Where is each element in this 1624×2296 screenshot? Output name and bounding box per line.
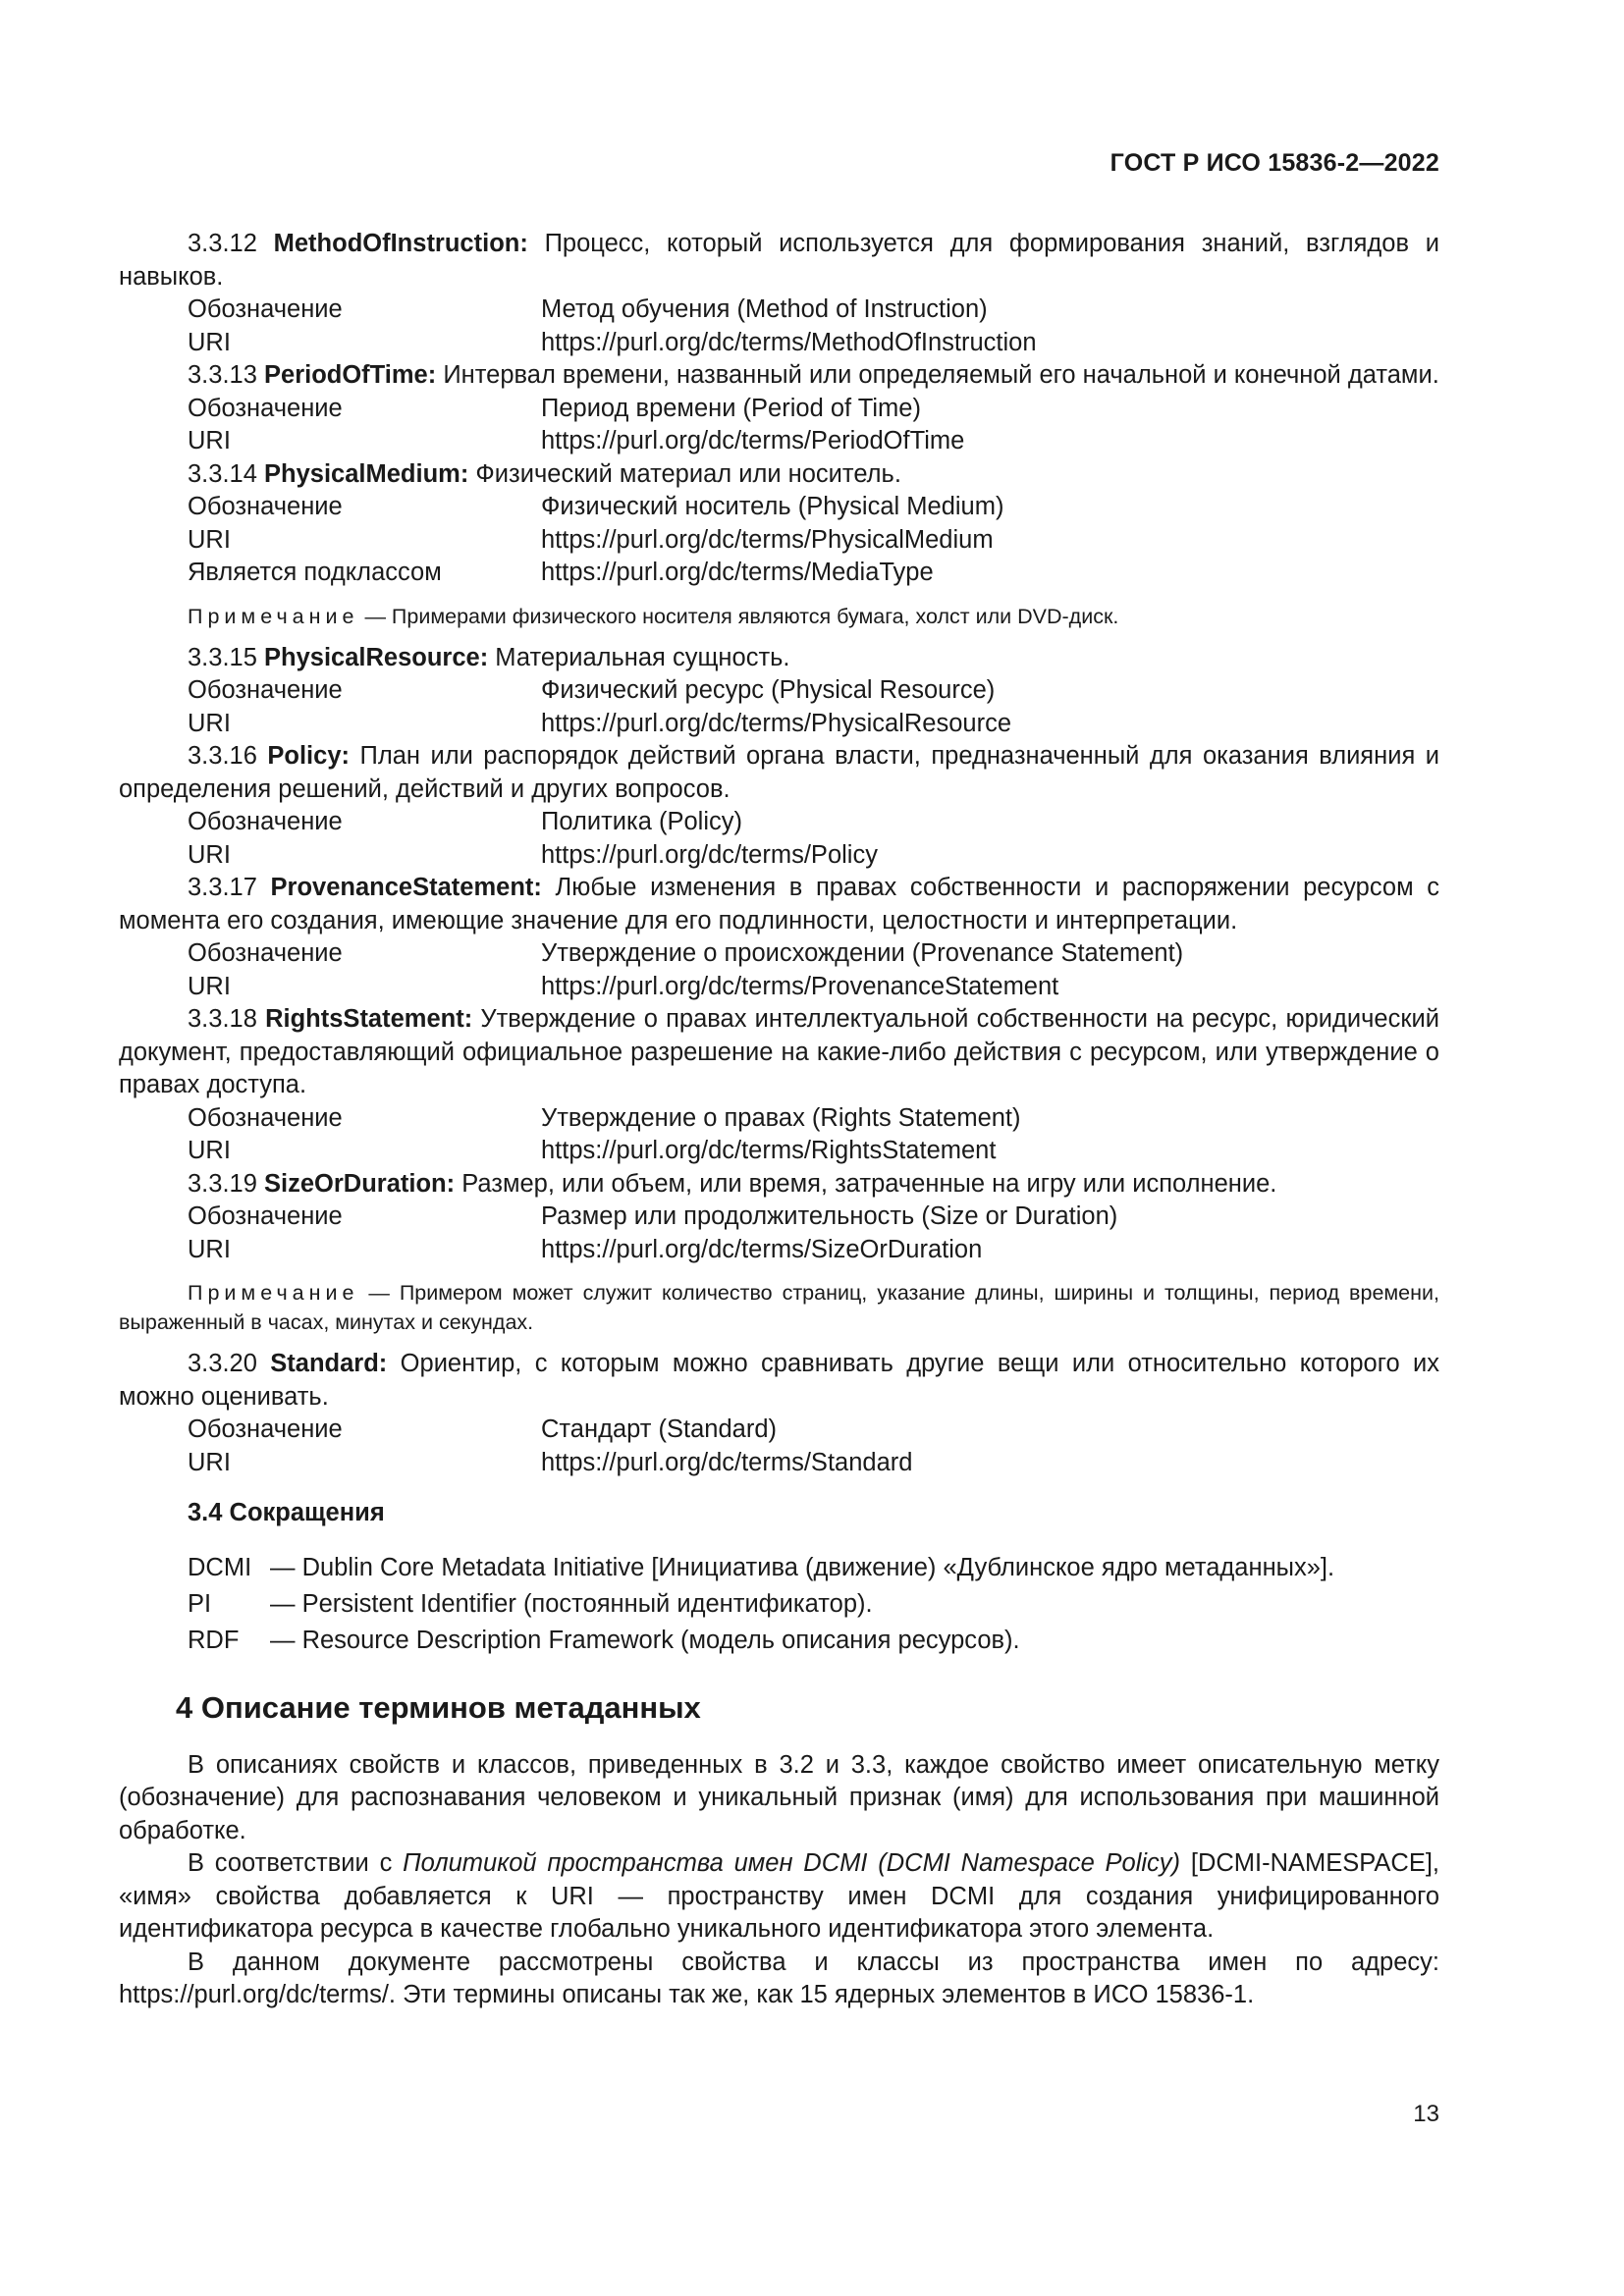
policy-title: Политикой пространства имен DCMI (DCMI Namespace Policy) xyxy=(403,1849,1181,1877)
term-name: SizeOrDuration: xyxy=(264,1169,456,1198)
term-name: RightsStatement: xyxy=(265,1005,473,1033)
uri-row xyxy=(119,1135,1439,1168)
label-row xyxy=(119,294,1439,327)
term-definition-text: Интервал времени, названный или определяемый его начальной и конечной датами. xyxy=(443,361,1439,389)
term-definition xyxy=(119,458,1439,492)
field-key: URI xyxy=(188,972,231,1000)
field-value: https://purl.org/dc/terms/MethodOfInstruction xyxy=(541,328,1037,356)
term-number: 3.3.13 xyxy=(188,361,257,389)
field-value: Период времени (Period of Time) xyxy=(541,394,921,422)
field-key: URI xyxy=(188,1235,231,1263)
term-number: 3.3.17 xyxy=(188,874,257,901)
field-key: URI xyxy=(188,709,231,737)
label-row xyxy=(119,1201,1439,1234)
note xyxy=(119,602,1439,631)
term-definition xyxy=(119,1003,1439,1102)
term-entry xyxy=(119,1168,1439,1338)
term-name: PeriodOfTime: xyxy=(264,361,437,389)
field-value: Метод обучения (Method of Instruction) xyxy=(541,295,988,323)
label-row xyxy=(119,1414,1439,1447)
uri-row xyxy=(119,425,1439,458)
abbreviation-text: — Dublin Core Metadata Initiative [Инициатива (движение) «Дублинское ядро метаданных»]. xyxy=(270,1553,1335,1581)
section-paragraph: В данном документе рассмотрены свойства и классы из пространства имен по адресу: https://purl.org/dc/terms/. Эти термины описаны так же, как 15 ядерных элементов в ИСО 15836-1. xyxy=(119,1948,1439,2008)
term-name: MethodOfInstruction: xyxy=(273,230,528,257)
note-text: — Примером может служит количество страниц, указание длины, ширины и толщины, период времени, выраженный в часах, минутах и секундах. xyxy=(119,1281,1439,1334)
note-text: — Примерами физического носителя являются бумага, холст или DVD-диск. xyxy=(364,604,1119,628)
document-header: ГОСТ Р ИСО 15836-2—2022 xyxy=(1110,149,1439,177)
term-definition-text: Процесс, который используется для формирования знаний, взглядов и навыков. xyxy=(119,230,1439,291)
term-definition xyxy=(119,740,1439,806)
field-value: https://purl.org/dc/terms/MediaType xyxy=(541,559,934,586)
field-value: https://purl.org/dc/terms/RightsStatement xyxy=(541,1137,997,1164)
field-value: https://purl.org/dc/terms/Standard xyxy=(541,1448,913,1476)
field-key: URI xyxy=(188,328,231,356)
term-entry xyxy=(119,1348,1439,1479)
term-entry xyxy=(119,740,1439,872)
field-value: Размер или продолжительность (Size or Duration) xyxy=(541,1202,1118,1230)
abbreviation-code: RDF xyxy=(188,1626,240,1654)
paragraph-text: В соответствии с xyxy=(188,1849,393,1877)
field-key: Обозначение xyxy=(188,394,343,422)
term-entry xyxy=(119,228,1439,359)
term-definition-text: Утверждение о правах интеллектуальной собственности на ресурс, юридический документ, предоставляющий официальное разрешение на какие-либо действия с ресурсом, или утверждение о правах доступа. xyxy=(119,1005,1439,1098)
note-label: Примечание xyxy=(188,1281,359,1305)
field-key: Обозначение xyxy=(188,1202,343,1230)
term-name: PhysicalMedium: xyxy=(264,459,469,488)
label-row xyxy=(119,393,1439,426)
field-value: https://purl.org/dc/terms/PhysicalResource xyxy=(541,709,1012,737)
field-key: URI xyxy=(188,427,231,454)
field-key: URI xyxy=(188,840,231,869)
term-definition-text: Ориентир, с которым можно сравнивать другие вещи или относительно которого их можно оценивать. xyxy=(119,1350,1439,1411)
term-name: PhysicalResource: xyxy=(264,643,489,671)
field-key: URI xyxy=(188,1137,231,1164)
uri-row xyxy=(119,1234,1439,1267)
term-definition xyxy=(119,1168,1439,1201)
field-value: Утверждение о правах (Rights Statement) xyxy=(541,1103,1021,1132)
term-entry xyxy=(119,872,1439,1003)
term-number: 3.3.16 xyxy=(188,742,257,770)
section-heading: 4 Описание терминов метаданных xyxy=(176,1689,701,1725)
subclass-row xyxy=(119,557,1439,590)
term-name: Policy: xyxy=(267,742,351,770)
field-key: Обозначение xyxy=(188,295,343,323)
term-definition xyxy=(119,228,1439,294)
uri-row xyxy=(119,708,1439,741)
field-value: Политика (Policy) xyxy=(541,808,742,835)
term-number: 3.3.12 xyxy=(188,230,257,257)
page-content xyxy=(119,228,1439,2012)
term-definition-text: Любые изменения в правах собственности и распоряжении ресурсом с момента его создания, имеющие значение для его подлинности, целостности и интерпретации. xyxy=(119,874,1439,934)
abbreviation-item xyxy=(119,1550,1439,1586)
uri-row xyxy=(119,327,1439,360)
field-value: https://purl.org/dc/terms/ProvenanceStatement xyxy=(541,972,1059,1000)
abbreviation-list xyxy=(119,1550,1439,1659)
term-entry xyxy=(119,359,1439,458)
field-value: Стандарт (Standard) xyxy=(541,1415,777,1443)
term-number: 3.3.20 xyxy=(188,1350,257,1377)
field-value: https://purl.org/dc/terms/PeriodOfTime xyxy=(541,427,965,454)
term-definition-text: План или распорядок действий органа власти, предназначенный для оказания влияния и определения решений, действий и других вопросов. xyxy=(119,742,1439,803)
term-definition xyxy=(119,359,1439,393)
uri-row xyxy=(119,839,1439,873)
note-label: Примечание xyxy=(188,604,359,628)
term-definition xyxy=(119,1348,1439,1414)
label-row xyxy=(119,1102,1439,1136)
note xyxy=(119,1278,1439,1337)
term-entry xyxy=(119,458,1439,631)
abbreviation-code: DCMI xyxy=(188,1553,252,1581)
term-definition-text: Размер, или объем, или время, затраченные на игру или исполнение. xyxy=(461,1169,1277,1198)
field-key: Обозначение xyxy=(188,808,343,835)
term-definition xyxy=(119,872,1439,937)
label-row xyxy=(119,491,1439,524)
abbreviation-code: PI xyxy=(188,1589,212,1618)
abbreviation-item xyxy=(119,1623,1439,1659)
term-definition-text: Материальная сущность. xyxy=(495,643,790,671)
field-value: https://purl.org/dc/terms/SizeOrDuration xyxy=(541,1235,983,1263)
section-paragraph: В описаниях свойств и классов, приведенных в 3.2 и 3.3, каждое свойство имеет описательную метку (обозначение) для распознавания человеком и уникальный признак (имя) для использования при машинной обработке. xyxy=(119,1750,1439,1844)
term-definition xyxy=(119,642,1439,675)
field-key: Обозначение xyxy=(188,676,343,704)
label-row xyxy=(119,937,1439,971)
label-row xyxy=(119,674,1439,708)
label-row xyxy=(119,806,1439,839)
term-number: 3.3.18 xyxy=(188,1005,257,1033)
field-value: https://purl.org/dc/terms/PhysicalMedium xyxy=(541,525,994,554)
term-number: 3.3.19 xyxy=(188,1169,257,1198)
abbreviation-text: — Resource Description Framework (модель описания ресурсов). xyxy=(270,1626,1020,1654)
abbreviation-item xyxy=(119,1586,1439,1623)
section-paragraph xyxy=(119,1847,1439,1947)
field-key: Обозначение xyxy=(188,493,343,520)
term-name: Standard: xyxy=(270,1350,388,1377)
field-value: Физический носитель (Physical Medium) xyxy=(541,493,1004,520)
term-number: 3.3.14 xyxy=(188,459,257,488)
field-key: Обозначение xyxy=(188,939,343,967)
paragraph-text: [DCMI-NAMESPACE], «имя» свойства добавляется к URI — пространству имен DCMI для создания унифицированного идентификатора ресурса в качестве глобально уникального идентификатора этого элемента. xyxy=(119,1849,1439,1943)
field-key: Обозначение xyxy=(188,1415,343,1443)
field-key: URI xyxy=(188,1448,231,1476)
field-value: Физический ресурс (Physical Resource) xyxy=(541,676,996,704)
abbreviations-heading: 3.4 Сокращения xyxy=(188,1499,385,1526)
term-name: ProvenanceStatement: xyxy=(270,874,542,901)
field-value: https://purl.org/dc/terms/Policy xyxy=(541,840,878,869)
uri-row xyxy=(119,971,1439,1004)
page-number: 13 xyxy=(1413,2101,1439,2127)
field-key: URI xyxy=(188,525,231,554)
field-value: Утверждение о происхождении (Provenance Statement) xyxy=(541,939,1184,967)
uri-row xyxy=(119,524,1439,558)
term-definition-text: Физический материал или носитель. xyxy=(475,459,901,488)
term-entry xyxy=(119,642,1439,741)
field-key: Обозначение xyxy=(188,1103,343,1132)
term-entry xyxy=(119,1003,1439,1168)
abbreviation-text: — Persistent Identifier (постоянный идентификатор). xyxy=(270,1589,873,1618)
field-key: Является подклассом xyxy=(188,559,442,586)
uri-row xyxy=(119,1447,1439,1480)
term-number: 3.3.15 xyxy=(188,643,257,671)
